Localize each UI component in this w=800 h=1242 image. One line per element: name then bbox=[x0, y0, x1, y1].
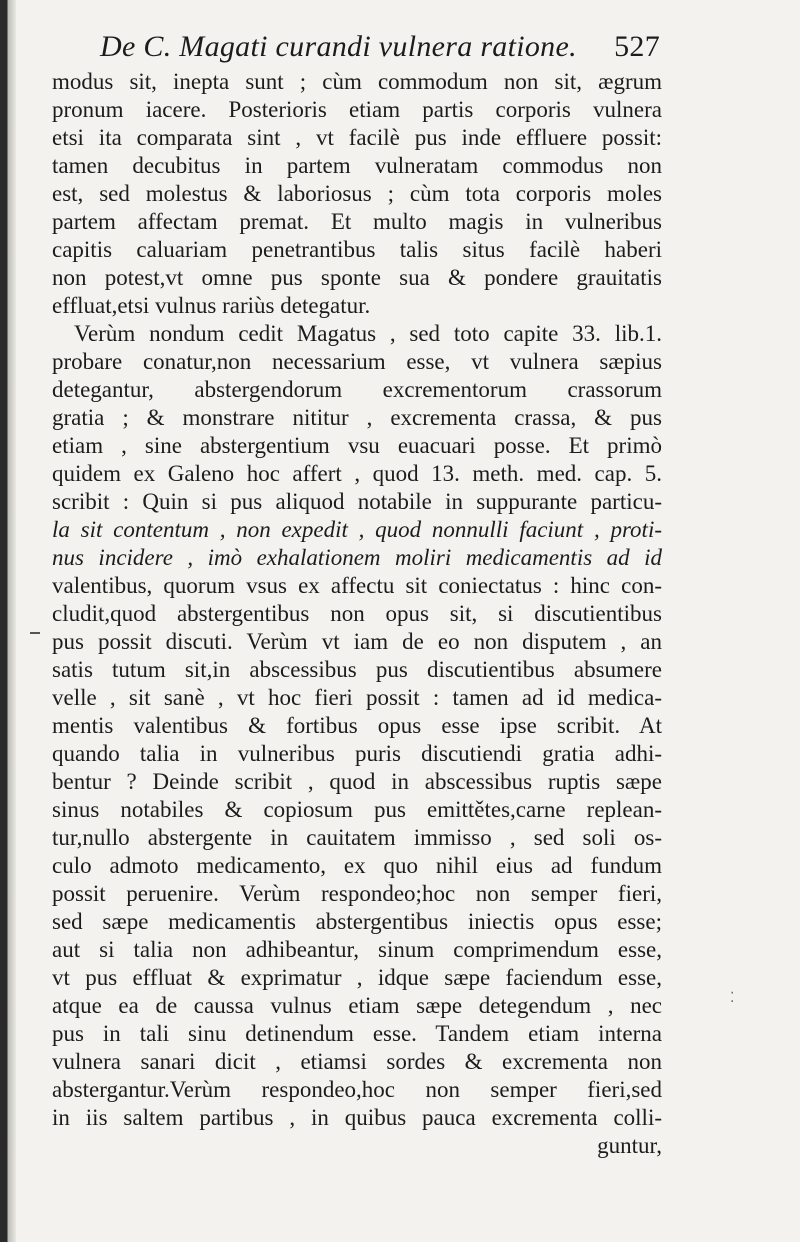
text-line: possit peruenire. Verùm respondeo;hoc non semper fieri, bbox=[52, 881, 662, 906]
text-line: effluat,etsi vulnus rariùs detegatur. bbox=[52, 293, 371, 318]
text-line: satis tutum sit,in abscessibus pus discutientibus absumere bbox=[52, 657, 662, 682]
text-line: atque ea de caussa vulnus etiam sæpe detegendum , nec bbox=[52, 993, 662, 1018]
text-line: quando talia in vulneribus puris discutiendi gratia adhi- bbox=[52, 741, 662, 766]
text-line: vt pus effluat & exprimatur , idque sæpe faciendum esse, bbox=[52, 965, 662, 990]
text-line: modus sit, inepta sunt ; cùm commodum non sit, ægrum bbox=[52, 69, 662, 94]
text-line: etsi ita comparata sint , vt facilè pus inde effluere possit: bbox=[52, 125, 662, 150]
text-line: tamen decubitus in partem vulneratam commodus non bbox=[52, 153, 662, 178]
page-gutter-shadow bbox=[0, 0, 16, 1242]
quoted-text-line: nus incidere , imò exhalationem moliri medicamentis ad id bbox=[52, 545, 662, 570]
page-number: 527 bbox=[614, 30, 660, 63]
text-line: capitis caluariam penetrantibus talis situs facilè haberi bbox=[52, 237, 662, 262]
text-line: scribit : Quin si pus aliquod notabile in suppurante particu- bbox=[52, 489, 662, 514]
text-line: valentibus, quorum vsus ex affectu sit coniectatus : hinc con- bbox=[52, 573, 662, 598]
text-line: vulnera sanari dicit , etiamsi sordes & excrementa non bbox=[52, 1049, 662, 1074]
text-line: non potest,vt omne pus sponte sua & pondere grauitatis bbox=[52, 265, 662, 290]
text-line: partem affectam premat. Et multo magis in vulneribus bbox=[52, 209, 662, 234]
text-line: mentis valentibus & fortibus opus esse ipse scribit. At bbox=[52, 713, 662, 738]
text-line: sinus notabiles & copiosum pus emittětes,carne replean- bbox=[52, 797, 662, 822]
text-line: sed sæpe medicamentis abstergentibus iniectis opus esse; bbox=[52, 909, 662, 934]
running-title: De C. Magati curandi vulnera ratione. bbox=[100, 30, 577, 63]
text-line: bentur ? Deinde scribit , quod in abscessibus ruptis sæpe bbox=[52, 769, 662, 794]
text-line: aut si talia non adhibeantur, sinum comprimendum esse, bbox=[52, 937, 662, 962]
text-line: velle , sit sanè , vt hoc fieri possit : tamen ad id medica- bbox=[52, 685, 662, 710]
text-line: detegantur, abstergendorum excrementorum crassorum bbox=[52, 377, 662, 402]
text-line: pus in tali sinu detinendum esse. Tandem etiam interna bbox=[52, 1021, 662, 1046]
body-text bbox=[52, 68, 662, 1160]
margin-specks: ⁚ bbox=[730, 990, 735, 1006]
text-line: cludit,quod abstergentibus non opus sit, si discutientibus bbox=[52, 601, 662, 626]
text-line: pus possit discuti. Verùm vt iam de eo non disputem , an bbox=[52, 629, 662, 654]
running-header bbox=[100, 30, 660, 70]
quoted-text-line: la sit contentum , non expedit , quod nonnulli faciunt , proti- bbox=[52, 517, 662, 542]
text-line: culo admoto medicamento, ex quo nihil eius ad fundum bbox=[52, 853, 662, 878]
text-line: quidem ex Galeno hoc affert , quod 13. meth. med. cap. 5. bbox=[52, 461, 662, 486]
text-line: gratia ; & monstrare nititur , excrementa crassa, & pus bbox=[52, 405, 662, 430]
text-line: etiam , sine abstergentium vsu euacuari posse. Et primò bbox=[52, 433, 662, 458]
text-line: pronum iacere. Posterioris etiam partis corporis vulnera bbox=[52, 97, 662, 122]
text-line: tur,nullo abstergente in cauitatem immisso , sed soli os- bbox=[52, 825, 662, 850]
catchword-line: guntur, bbox=[597, 1133, 662, 1158]
text-line: est, sed molestus & laboriosus ; cùm tota corporis moles bbox=[52, 181, 662, 206]
paragraph-start-line: Verùm nondum cedit Magatus , sed toto capite 33. lib.1. bbox=[74, 321, 662, 346]
text-line: abstergantur.Verùm respondeo,hoc non semper fieri,sed bbox=[52, 1077, 662, 1102]
text-line: probare conatur,non necessarium esse, vt vulnera sæpius bbox=[52, 349, 662, 374]
text-line: in iis saltem partibus , in quibus pauca excrementa colli- bbox=[52, 1105, 662, 1130]
margin-mark bbox=[30, 632, 40, 634]
